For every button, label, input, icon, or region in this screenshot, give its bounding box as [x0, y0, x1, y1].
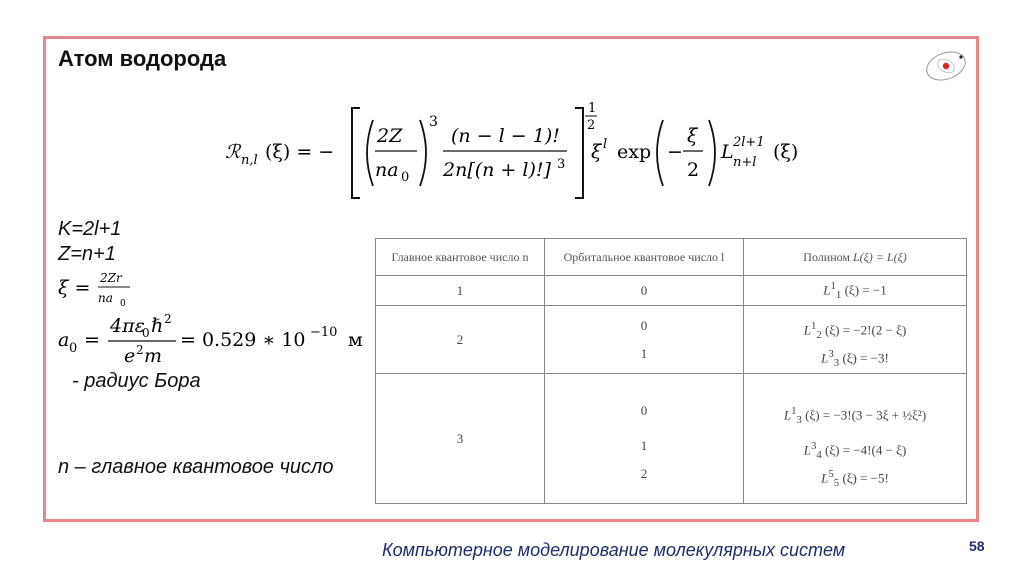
- cell-poly: $L^1_1$ (ξ) = −1: [744, 276, 967, 306]
- footer-course-title: Компьютерное моделирование молекулярных систем: [382, 540, 846, 560]
- cell-l: 0 1 2: [545, 374, 744, 504]
- exp-3: 3: [429, 114, 438, 130]
- a0-value: = 0.529 ∗ 10: [180, 329, 306, 351]
- k-definition: K=2l+1: [58, 218, 122, 240]
- cell-n: 2: [376, 306, 545, 374]
- header-poly-label: Полином: [803, 250, 850, 264]
- inner-den: 2: [687, 159, 700, 181]
- frac2-num: (n − l − 1)!: [451, 125, 560, 147]
- slide-title: Атом водорода: [58, 46, 227, 71]
- laguerre-arg: (ξ): [773, 141, 799, 163]
- a0-num-tail: ℏ: [151, 315, 164, 337]
- table-row: [376, 306, 967, 374]
- cell-poly: $L^1_2$ (ξ) = −2!(2 − ξ) $L^3_3$ (ξ) = −3!: [744, 306, 967, 374]
- xi-den: na: [98, 291, 113, 305]
- exp-word: exp: [617, 141, 652, 163]
- atom-icon: [922, 44, 970, 88]
- a0-num-exp: 2: [164, 312, 172, 326]
- laguerre-sub: n+l: [733, 155, 757, 170]
- inner-num: ξ: [687, 125, 698, 147]
- a0-unit: м: [348, 329, 363, 351]
- header-poly: [744, 239, 967, 276]
- laguerre: L: [721, 141, 734, 163]
- header-n: Главное квантовое число n: [376, 239, 545, 276]
- formula-lhs-sub: n,l: [241, 153, 258, 168]
- a0-num-sub: 0: [142, 326, 150, 340]
- cell-l: 0: [545, 276, 744, 306]
- xi-power: ξ: [591, 141, 602, 163]
- principal-number-note: n – главное квантовое число: [58, 456, 334, 478]
- laguerre-table: [375, 238, 967, 504]
- frac1-num: 2Z: [377, 125, 403, 147]
- bohr-radius-formula: [58, 312, 378, 368]
- a0-lhs: a: [58, 329, 70, 351]
- frac1-den: na: [375, 159, 399, 181]
- a0-den-exp: 2: [136, 343, 144, 357]
- xi-num: 2Zr: [100, 271, 122, 285]
- table-row: [376, 276, 967, 306]
- header-poly-formula: L(ξ) = L(ξ): [853, 250, 907, 264]
- radial-wavefunction-formula: [225, 98, 825, 208]
- formula-lhs: ℛ: [225, 141, 241, 163]
- a0-num: 4πε: [110, 315, 145, 337]
- z-definition: Z=n+1: [58, 243, 116, 265]
- frac2-den: 2n[(n + l)!]: [443, 159, 551, 181]
- xi-den-sub: 0: [120, 299, 126, 309]
- xi-lhs: ξ =: [58, 277, 91, 299]
- cell-poly: $L^1_3$ (ξ) = −3!(3 − 3ξ + ½ξ²) $L^3_4$ (ξ) = −4!(4 − ξ) $L^5_5$ (ξ) = −5!: [744, 374, 967, 504]
- frac1-den-sub: 0: [401, 170, 410, 185]
- table-row: [376, 374, 967, 504]
- laguerre-sup: 2l+1: [733, 135, 765, 150]
- cell-n: 1: [376, 276, 545, 306]
- header-l: Орбитальное квантовое число l: [545, 239, 744, 276]
- bohr-note: - радиус Бора: [72, 370, 201, 392]
- formula-lhs-arg: (ξ) = −: [265, 141, 335, 163]
- xi-power-exp: l: [603, 137, 608, 152]
- xi-definition: [58, 268, 178, 312]
- a0-den: e: [124, 345, 136, 367]
- cell-l: 0 1: [545, 306, 744, 374]
- svg-text:−: −: [667, 141, 683, 163]
- a0-lhs-sub: 0: [69, 341, 78, 356]
- a0-den-tail: m: [144, 345, 163, 367]
- page-number: 58: [969, 538, 985, 554]
- table-header-row: [376, 239, 967, 276]
- outer-exp-num: 1: [588, 101, 597, 116]
- svg-text:=: =: [84, 329, 100, 351]
- cell-n: 3: [376, 374, 545, 504]
- outer-exp-den: 2: [587, 118, 596, 133]
- a0-value-exp: −10: [310, 325, 338, 340]
- frac2-den-exp: 3: [557, 157, 566, 172]
